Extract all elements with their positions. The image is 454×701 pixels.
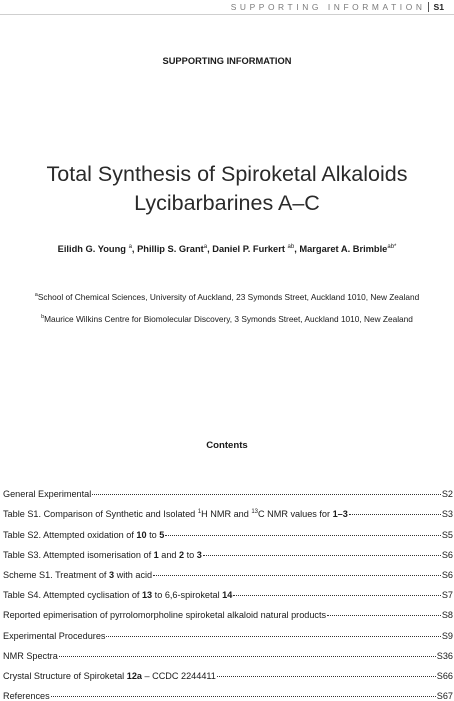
running-header [231,0,444,13]
toc-leader-dots [165,534,440,536]
toc-entry[interactable] [3,600,453,620]
toc-entry-label: Table S4. Attempted cyclisation of 13 to 6,6-spiroketal 14 [3,590,233,601]
paper-title [0,160,454,218]
toc-leader-dots [92,493,441,495]
toc-entry-label: Table S3. Attempted isomerisation of 1 and 2 to 3 [3,549,202,560]
author: Margaret A. Brimble$^{ab*}$ [299,244,397,255]
toc-entry-label: General Experimental [3,489,92,500]
toc-leader-dots [203,554,441,556]
toc-entry[interactable] [3,560,453,580]
header-divider [428,2,429,12]
author: Phillip S. Grant$^a$, [137,244,213,255]
contents-heading: Contents [206,440,248,451]
toc-entry-page: S36 [436,650,453,661]
toc-entry-page: S3 [441,509,453,520]
toc-leader-dots [51,695,436,697]
toc-entry-label: Crystal Structure of Spiroketal 12a – CCDC 2244411 [3,670,216,681]
toc-leader-dots [106,635,440,637]
toc-entry-page: S2 [441,489,453,500]
toc-entry-label: NMR Spectra [3,650,58,661]
running-header-title: SUPPORTING INFORMATION [230,1,426,12]
toc-entry-label: References [3,691,50,701]
toc-entry-page: S6 [441,569,453,580]
toc-entry[interactable] [3,620,453,640]
toc-entry-page: S7 [441,590,453,601]
toc-leader-dots [153,574,441,576]
toc-entry-page: S6 [441,549,453,560]
page-number: S1 [433,1,444,12]
toc-entry-page: S5 [441,529,453,540]
toc-entry-label: Experimental Procedures [3,630,106,641]
toc-entry-label: Table S1. Comparison of Synthetic and Isolated $^1$H NMR and $^{13}$C NMR values for 1–3 [3,509,348,520]
supporting-info-heading: SUPPORTING INFORMATION [162,56,292,66]
toc-entry[interactable] [3,641,453,661]
header-rule [0,14,454,15]
author: Eilidh G. Young $^a$, [57,244,138,255]
affiliation-a: $^a$School of Chemical Sciences, University of Auckland, 23 Symonds Street, Auckland 1010, New Zealand [34,292,420,302]
author: Daniel P. Furkert $^{ab}$, [212,244,300,255]
toc-entry[interactable] [3,580,453,600]
affiliation-b: $^b$Maurice Wilkins Centre for Biomolecular Discovery, 3 Symonds Street, Auckland 1010, New Zealand [41,314,413,324]
toc-entry-page: S66 [436,670,453,681]
toc-entry-page: S8 [441,610,453,621]
toc-entry-page: S9 [441,630,453,641]
author-list [0,244,454,254]
toc-entry[interactable] [3,499,453,519]
toc-entry[interactable] [3,479,453,499]
paper-title-line-1: Total Synthesis of Spiroketal Alkaloids [46,162,408,186]
toc-entry-label: Scheme S1. Treatment of 3 with acid [3,569,153,580]
toc-entry[interactable] [3,540,453,560]
table-of-contents [3,479,453,701]
toc-leader-dots [59,655,436,657]
toc-leader-dots [349,513,441,515]
toc-entry-label: Table S2. Attempted oxidation of 10 to 5 [3,529,165,540]
toc-entry[interactable] [3,681,453,701]
toc-entry-label: Reported epimerisation of pyrrolomorpholine spiroketal alkaloid natural products [3,610,327,621]
toc-leader-dots [217,675,436,677]
toc-entry-page: S67 [436,691,453,701]
toc-entry[interactable] [3,661,453,681]
paper-title-line-2: Lycibarbarines A–C [134,191,320,215]
toc-leader-dots [233,594,441,596]
toc-leader-dots [327,614,441,616]
toc-entry[interactable] [3,519,453,539]
